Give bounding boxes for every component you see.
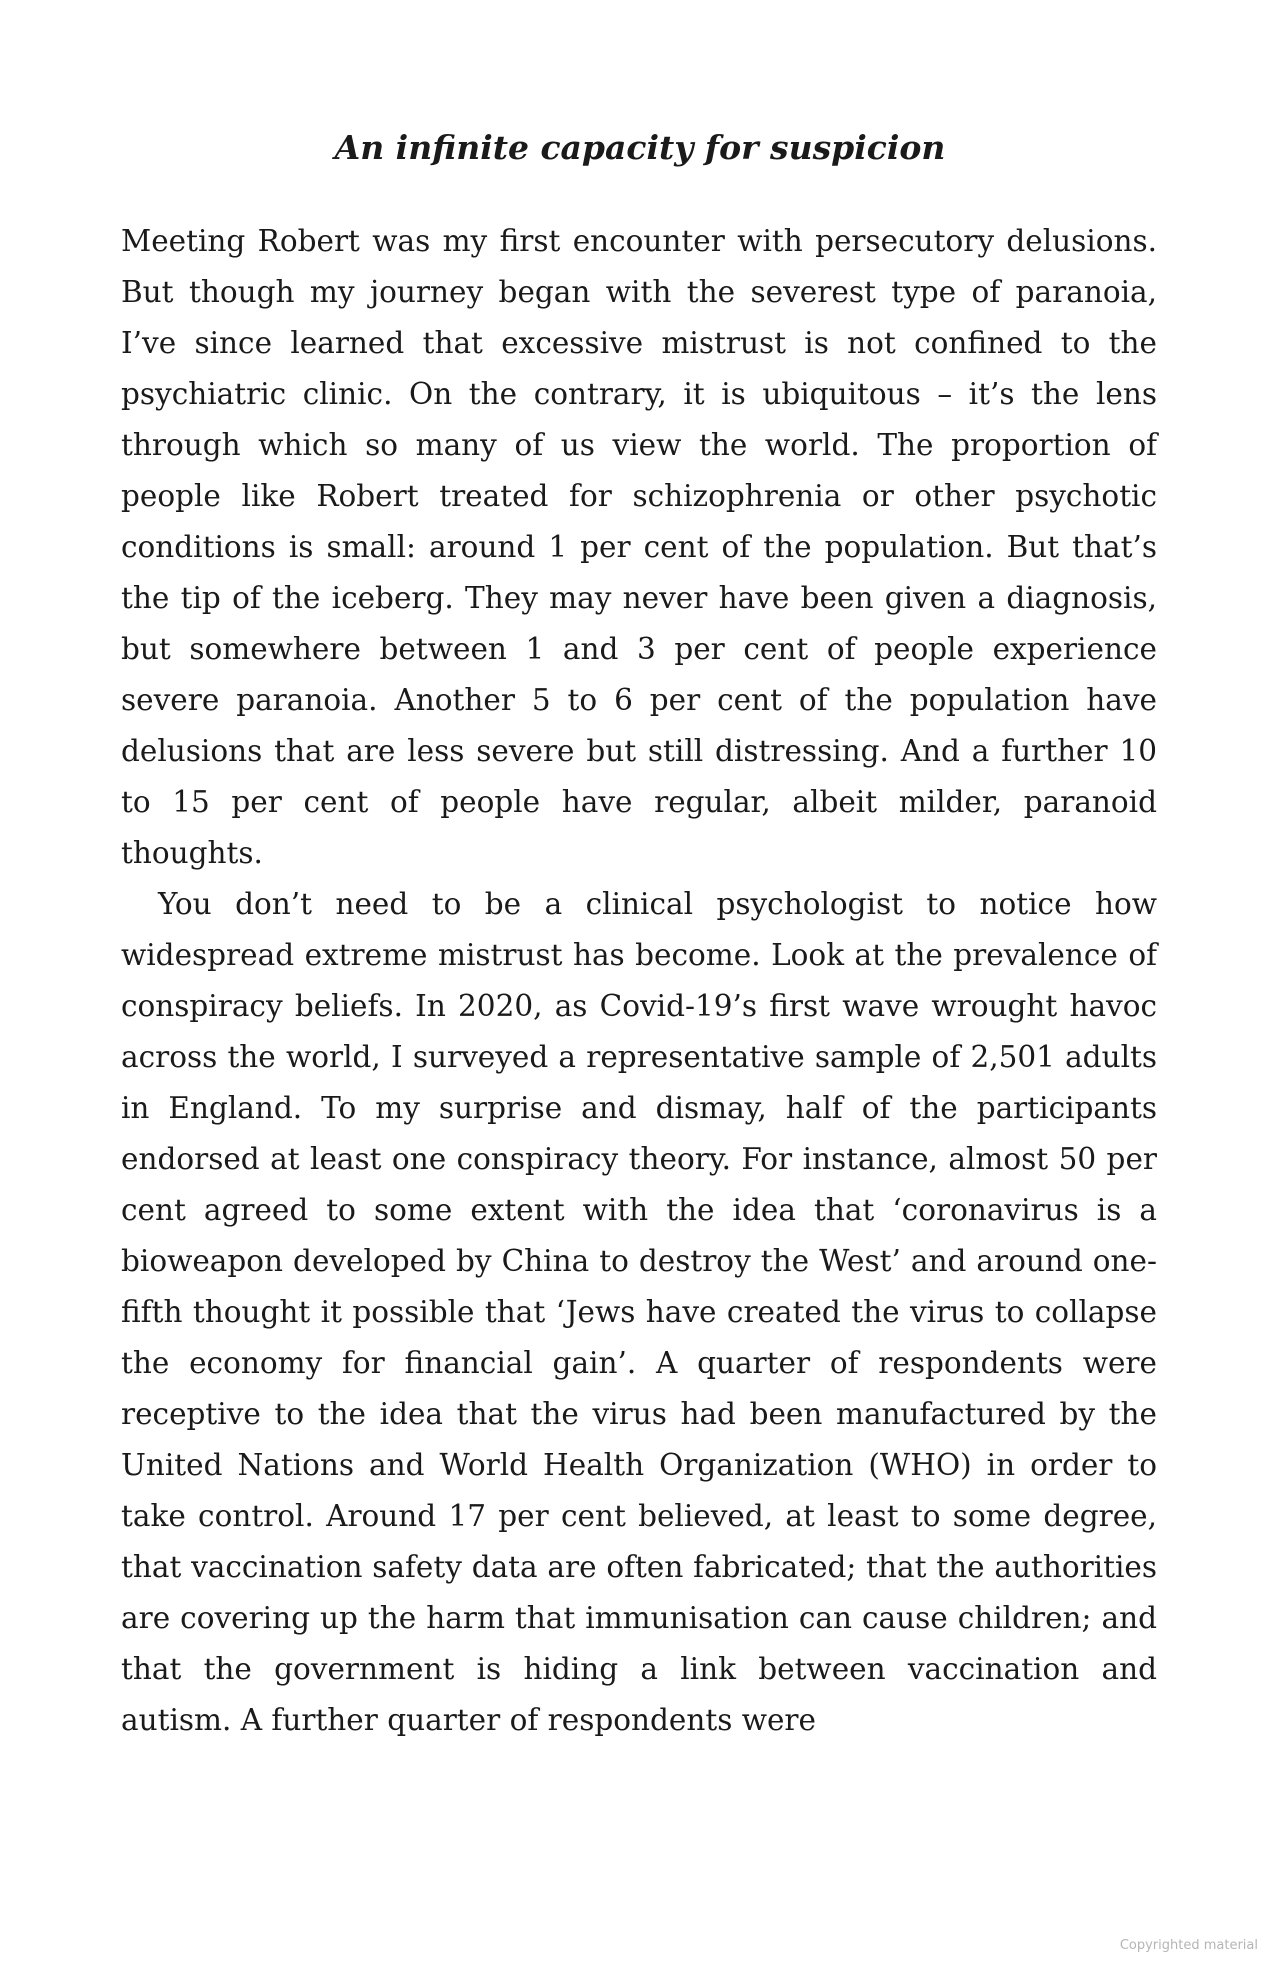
paragraph-2: You don’t need to be a clinical psychologist to notice how widespread extreme mistrust has become. Look at the prevalence of conspiracy beliefs. In 2020, as Covid-19’s first wave wrought havoc across the world, I surveyed a representative sample of 2,501 adults in England. To my surprise and dismay, half of the participants endorsed at least one conspiracy theory. For instance, almost 50 per cent agreed to some extent with the idea that ‘coronavirus is a bioweapon developed by China to destroy the West’ and around one-fifth thought it possible that ‘Jews have created the virus to collapse the economy for financial gain’. A quarter of respondents were receptive to the idea that the virus had been manufactured by the United Nations and World Health Organization (WHO) in order to take control. Around 17 per cent believed, at least to some degree, that vaccination safety data are often fabricated; that the authorities are covering up the harm that immunisation can cause children; and that the government is hiding a link between vaccination and autism. A further quarter of respondents were [121, 887, 1157, 1737]
section-heading: An infinite capacity for suspicion [334, 128, 946, 167]
copyright-watermark: Copyrighted material [1119, 1938, 1258, 1953]
paragraph-1: Meeting Robert was my first encounter with persecutory delusions. But though my journey began with the severest type of paranoia, I’ve since learned that excessive mistrust is not confined to the psychiatric clinic. On the contrary, it is ubiquitous – it’s the lens through which so many of us view the world. The proportion of people like Robert treated for schizophrenia or other psychotic conditions is small: around 1 per cent of the population. But that’s the tip of the iceberg. They may never have been given a diagnosis, but somewhere between 1 and 3 per cent of people experience severe paranoia. Another 5 to 6 per cent of the population have delusions that are less severe but still distressing. And a further 10 to 15 per cent of people have regular, albeit milder, paranoid thoughts. [121, 224, 1157, 870]
body-text [121, 216, 1157, 1746]
